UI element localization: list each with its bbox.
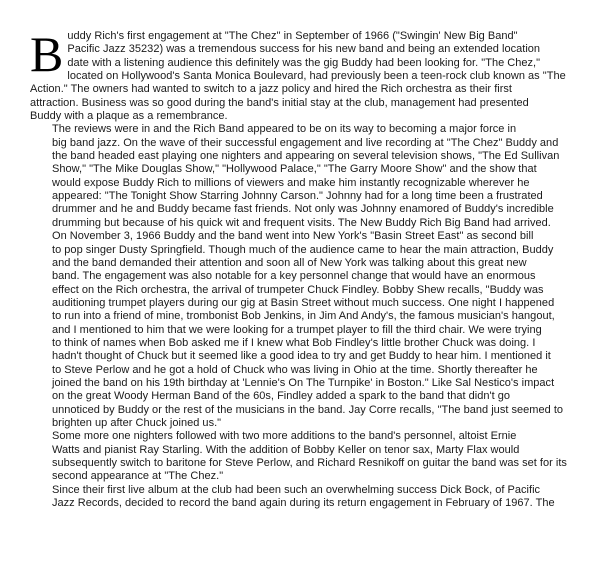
text-line: to Steve Perlow and he got a hold of Chuck who was living in Ohio at the time. Shortly thereafter he [52,363,538,376]
text-line: drummer and he and Buddy became fast friends. Not only was Johnny enamored of Buddy's incredible [52,203,554,216]
text-line: to run into a friend of mine, trombonist Bob Jenkins, in Jim And Andy's, the famous musician's hangout, [52,310,555,323]
text-line: would expose Buddy Rich to millions of viewers and make him instantly recognizable wherever he [52,176,530,189]
text-line: and the band demanded their attention and soon all of New York was talking about this great new [52,256,527,269]
text-line: Show," "The Mike Douglas Show," "Hollywood Palace," "The Garry Moore Show" and the show that [52,163,537,176]
text-line: hadn't thought of Chuck but it seemed like a good idea to try and get Buddy to hear him. I mentioned it [52,350,551,363]
paragraph [30,230,572,430]
text-line: On November 3, 1966 Buddy and the band went into New York's "Basin Street East" as second bill [52,230,534,243]
paragraph [30,484,572,511]
text-line: on the great Woody Herman Band of the 60s, Findley added a spark to the band that didn't go [52,390,511,403]
text-line: attraction. Business was so good during the band's initial stay at the club, management had presented [30,96,529,109]
text-line: Since their first live album at the club had been such an overwhelming success Dick Bock, of Pacific [52,483,541,496]
text-line: Watts and pianist Ray Starling. With the addition of Bobby Keller on tenor sax, Marty Flax would [52,443,520,456]
text-line: to think of names when Bob asked me if I knew what Bob Findley's little brother Chuck was doing. I [52,336,536,349]
text-line: band. The engagement was also notable for a key personnel change that would have an enormous [52,270,536,283]
paragraph [30,26,572,123]
text-line: Action." The owners had wanted to switch to a jazz policy and hired the Rich orchestra as their first [30,83,513,96]
article-body [30,26,572,510]
text-line: effect on the Rich orchestra, the arrival of trumpeter Chuck Findley. Bobby Shew recalls, "Buddy was [52,283,544,296]
text-line: joined the band on his 19th birthday at 'Lennie's On The Turnpike' in Boston." Like Sal Nestico's impact [52,376,555,389]
text-line: Buddy with a plaque as a remembrance. [30,110,228,123]
text-line: brighten up after Chuck joined us." [52,416,222,429]
text-line: the band headed east playing one nighters and appearing on several television shows, "The Ed Sullivan [52,150,560,163]
text-line: auditioning trumpet players during our gig at Basin Street without much success. One night I happened [52,296,555,309]
drop-cap: B [30,26,64,82]
text-line: to pop singer Dusty Springfield. Though much of the audience came to hear the main attraction, Buddy [52,243,554,256]
text-line: drumming but because of his quick wit and frequent visits. The New Buddy Rich Big Band had arrived. [52,216,551,229]
paragraph [30,430,572,483]
paragraph [30,123,572,230]
text-line: uddy Rich's first engagement at "The Chez" in September of 1966 ("Swingin' New Big Band" [67,30,518,42]
text-line: unnoticed by Buddy or the rest of the musicians in the band. Jay Corre recalls, "The band just seemed to [52,403,564,416]
text-line: Jazz Records, decided to record the band again during its return engagement in February of 1967. The [52,497,555,510]
text-line: subsequently switch to baritone for Steve Perlow, and Richard Resnikoff on guitar the band was set for its [52,457,567,469]
text-line: Pacific Jazz 35232) was a tremendous success for his new band and being an extended location [67,43,541,56]
text-line: big band jazz. On the wave of their successful engagement and live recording at "The Chez" Buddy and [52,136,559,149]
text-line: and I mentioned to him that we were looking for a trumpet player to fill the third chair. We were trying [52,323,542,336]
text-line: located on Hollywood's Santa Monica Boulevard, had previously been a teen-rock club known as "The [67,70,566,83]
text-line: date with a listening audience this definitely was the gig Buddy had been looking for. "The Chez," [67,56,541,69]
text-line: The reviews were in and the Rich Band appeared to be on its way to becoming a major force in [52,123,517,136]
text-line: second appearance at "The Chez." [52,470,224,483]
text-line: Some more one nighters followed with two more additions to the band's personnel, altoist Ernie [52,430,517,443]
text-line: appeared: "The Tonight Show Starring Johnny Carson." Johnny had for a long time been a frustrated [52,190,543,203]
